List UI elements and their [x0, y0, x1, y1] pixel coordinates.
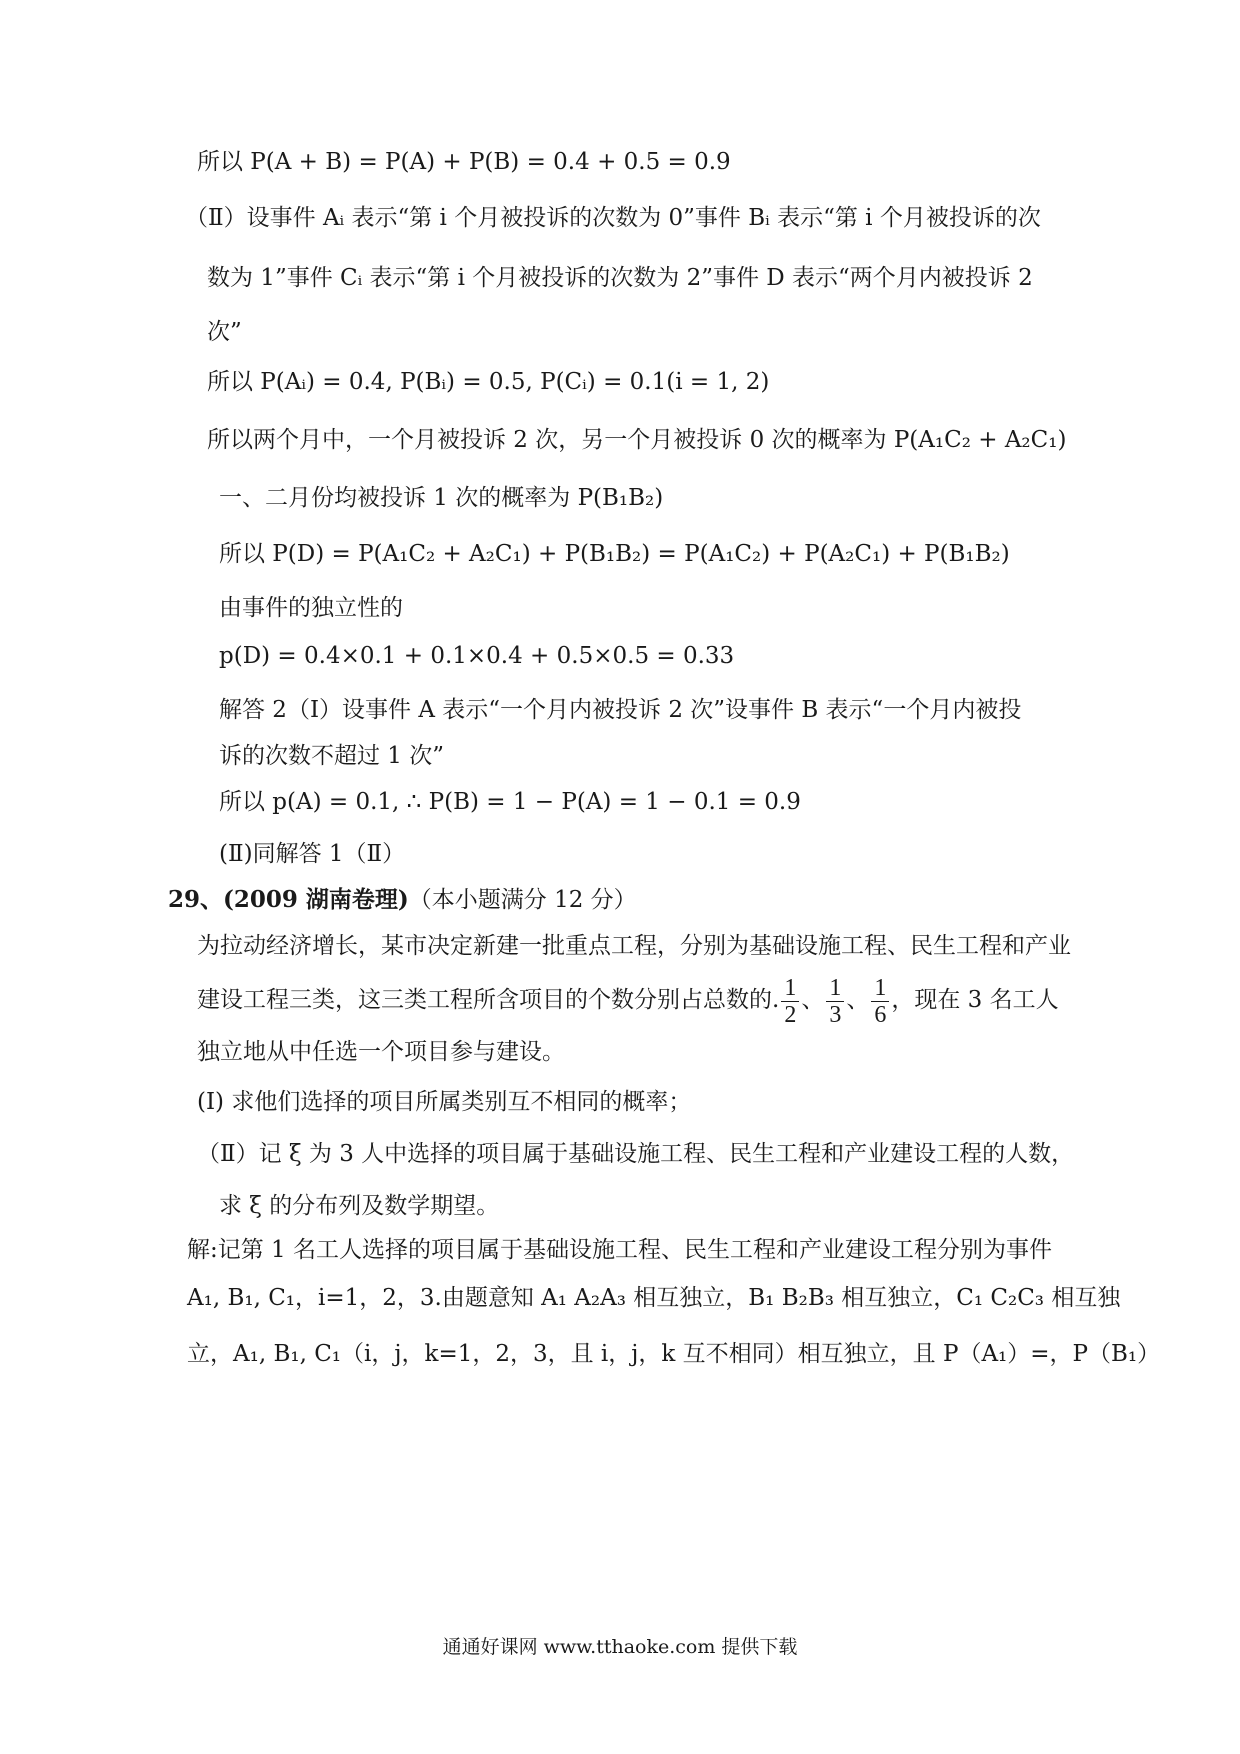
question-score: （本小题满分 12 分）	[408, 887, 637, 913]
line-13: 所以 p(A) = 0.1, ∴ P(B) = 1 − P(A) = 1 − 0.1 = 0.9	[219, 789, 801, 815]
line-21: 求 ξ 的分布列及数学期望。	[219, 1193, 500, 1219]
line-19: (Ⅰ) 求他们选择的项目所属类别互不相同的概率；	[197, 1089, 692, 1115]
separator: 、	[846, 987, 870, 1013]
fraction-one-half	[781, 975, 799, 1028]
line-9: 由事件的独立性的	[219, 595, 403, 621]
fraction-denominator: 3	[829, 1001, 842, 1028]
fraction-denominator: 2	[784, 1001, 797, 1028]
question-heading	[168, 884, 637, 916]
line-24: 立，A₁, B₁, C₁（i，j，k=1，2，3，且 i，j，k 互不相同）相互独立，且 P（A₁）=，P（B₁）	[187, 1341, 1161, 1367]
fraction-one-sixth	[871, 975, 889, 1028]
line-4: 次”	[207, 319, 242, 345]
line-18: 独立地从中任选一个项目参与建设。	[197, 1039, 565, 1065]
line-3: 数为 1”事件 Cᵢ 表示“第 i 个月被投诉的次数为 2”事件 D 表示“两个月内被投诉 2	[207, 265, 1033, 291]
line-17	[197, 970, 1059, 1030]
line-17-text: 建设工程三类，这三类工程所含项目的个数分别占总数的.	[197, 987, 780, 1013]
fraction-one-third	[826, 975, 844, 1028]
fraction-numerator: 1	[871, 975, 889, 1002]
line-8: 所以 P(D) = P(A₁C₂ + A₂C₁) + P(B₁B₂) = P(A₁C₂) + P(A₂C₁) + P(B₁B₂)	[219, 541, 1010, 567]
separator: 、	[801, 987, 825, 1013]
line-5: 所以 P(Aᵢ) = 0.4, P(Bᵢ) = 0.5, P(Cᵢ) = 0.1(i = 1, 2)	[207, 369, 770, 395]
question-number: 29、(2009 湖南卷理)	[168, 886, 409, 913]
line-22: 解:记第 1 名工人选择的项目属于基础设施工程、民生工程和产业建设工程分别为事件	[187, 1237, 1053, 1263]
line-10: p(D) = 0.4×0.1 + 0.1×0.4 + 0.5×0.5 = 0.33	[219, 643, 735, 669]
line-6: 所以两个月中，一个月被投诉 2 次，另一个月被投诉 0 次的概率为 P(A₁C₂ + A₂C₁)	[207, 427, 1067, 453]
line-20: （Ⅱ）记 ξ 为 3 人中选择的项目属于基础设施工程、民生工程和产业建设工程的人数，	[197, 1141, 1075, 1167]
fraction-numerator: 1	[781, 975, 799, 1002]
fraction-numerator: 1	[826, 975, 844, 1002]
line-11: 解答 2（Ⅰ）设事件 A 表示“一个月内被投诉 2 次”设事件 B 表示“一个月内被投	[219, 697, 1022, 723]
fraction-denominator: 6	[874, 1001, 887, 1028]
line-1: 所以 P(A + B) = P(A) + P(B) = 0.4 + 0.5 = 0.9	[197, 149, 731, 175]
line-2: （Ⅱ）设事件 Aᵢ 表示“第 i 个月被投诉的次数为 0”事件 Bᵢ 表示“第 i 个月被投诉的次	[185, 205, 1041, 231]
line-14: (Ⅱ)同解答 1（Ⅱ）	[219, 841, 406, 867]
line-16: 为拉动经济增长，某市决定新建一批重点工程，分别为基础设施工程、民生工程和产业	[197, 933, 1071, 959]
line-12: 诉的次数不超过 1 次”	[219, 743, 445, 769]
line-7: 一、二月份均被投诉 1 次的概率为 P(B₁B₂)	[219, 485, 664, 511]
line-17-tail: ，现在 3 名工人	[891, 987, 1059, 1013]
line-23: A₁, B₁, C₁，i=1，2，3.由题意知 A₁ A₂A₃ 相互独立，B₁ B₂B₃ 相互独立，C₁ C₂C₃ 相互独	[187, 1285, 1121, 1311]
footer-credit: 通通好课网 www.tthaoke.com 提供下载	[442, 1636, 798, 1658]
